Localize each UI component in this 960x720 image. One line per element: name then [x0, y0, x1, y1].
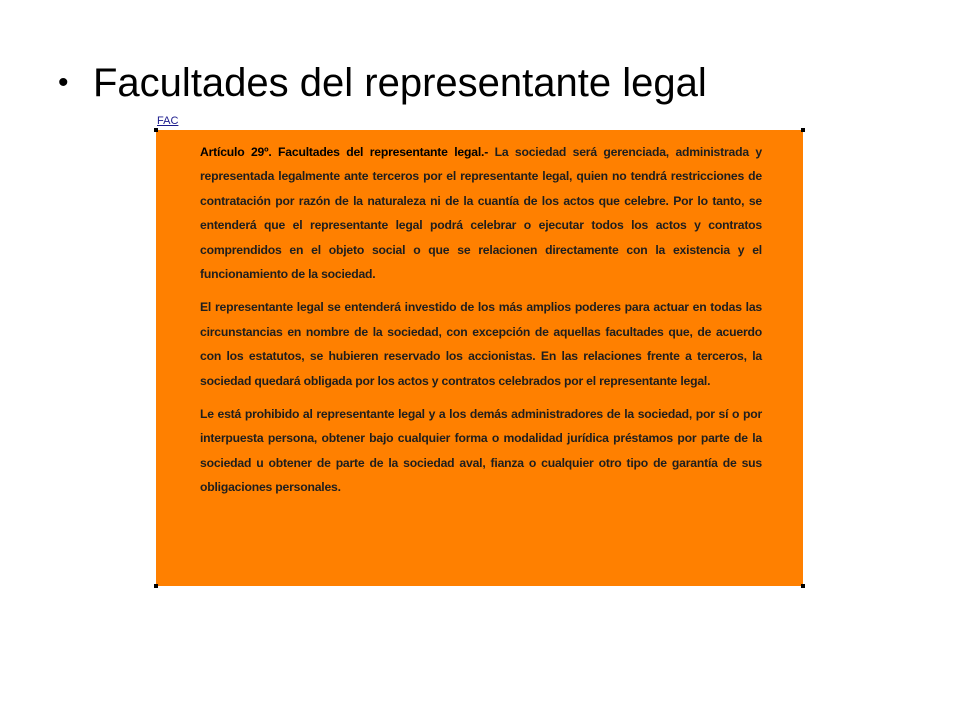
article-text	[200, 140, 762, 509]
article-paragraph-1	[200, 140, 762, 286]
corner-handle-top-left	[154, 128, 158, 132]
bullet-point-icon: •	[58, 66, 69, 99]
article-paragraph-3: Le está prohibido al representante legal y a los demás administradores de la sociedad, por sí o por interpuesta persona, obtener bajo cualquier forma o modalidad jurídica préstamos por parte de la sociedad u obtener de parte de la sociedad aval, fianza o cualquier otro tipo de garantía de sus obligaciones personales.	[200, 407, 762, 495]
slide-title-row	[58, 58, 707, 108]
corner-handle-top-right	[801, 128, 805, 132]
article-heading: Artículo 29º. Facultades del representante legal.-	[200, 145, 489, 159]
corner-handle-bottom-right	[801, 584, 805, 588]
article-paragraph-2: El representante legal se entenderá investido de los más amplios poderes para actuar en todas las circunstancias en nombre de la sociedad, con excepción de aquellas facultades que, de acuerdo con los estatutos, se hubieren reservado los accionistas. En las relaciones frente a terceros, la sociedad quedará obligada por los actos y contratos celebrados por el representante legal.	[200, 300, 762, 388]
article-image-panel	[156, 130, 803, 586]
fac-link[interactable]: FAC	[157, 115, 179, 127]
corner-handle-bottom-left	[154, 584, 158, 588]
article-paragraph-1-body: La sociedad será gerenciada, administrada y representada legalmente ante terceros por el representante legal, quien no tendrá restricciones de contratación por razón de la naturaleza ni de la cuantía de los actos que celebre. Por lo tanto, se entenderá que el representante legal podrá celebrar o ejecutar todos los actos y contratos comprendidos en el objeto social o que se relacionen directamente con la existencia y el funcionamiento de la sociedad.	[200, 145, 763, 282]
slide-title: Facultades del representante legal	[93, 61, 707, 105]
